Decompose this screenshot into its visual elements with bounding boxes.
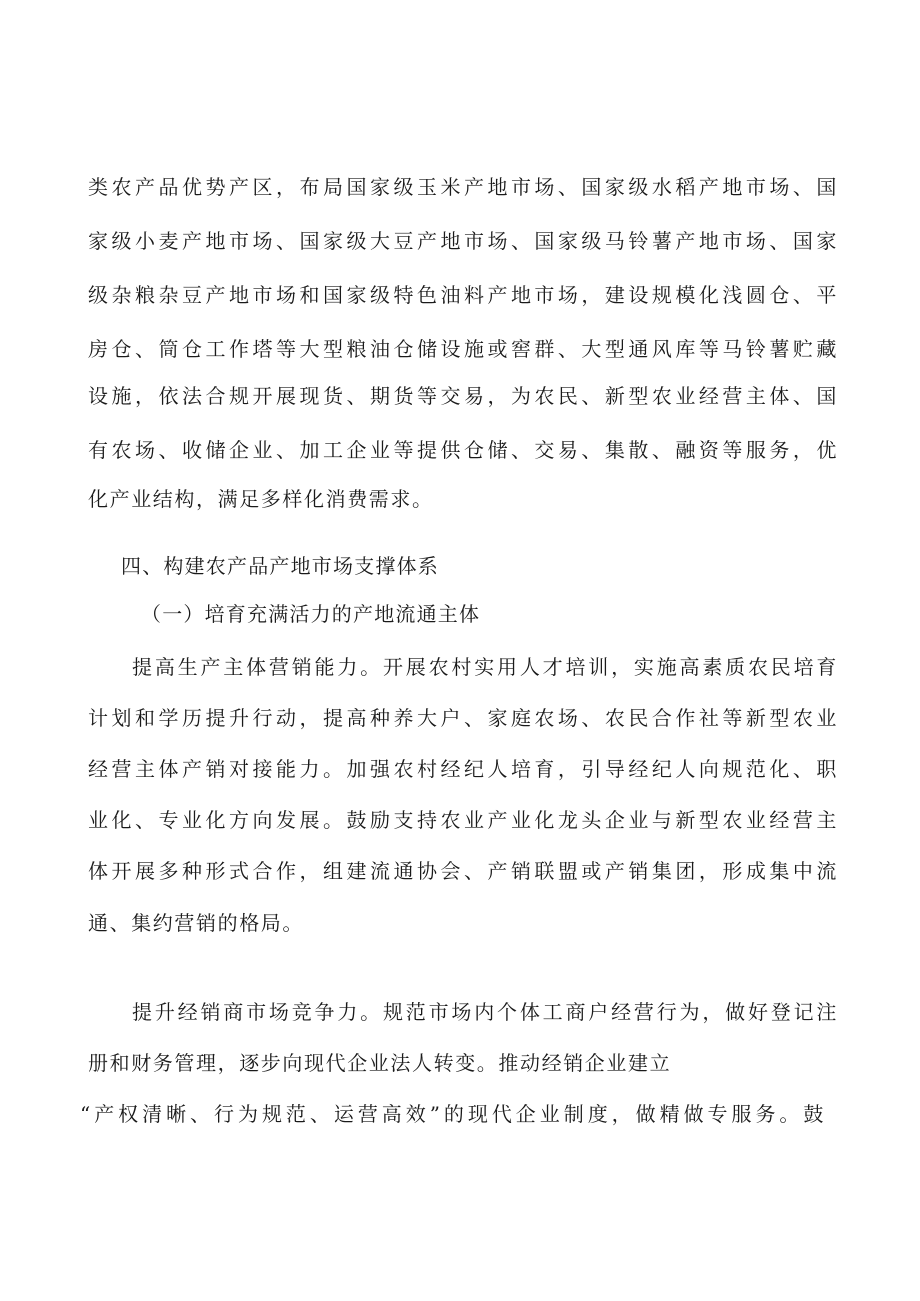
text-line: 通、集约营销的格局。 (88, 911, 304, 935)
text-line: 化产业结构，满足多样化消费需求。 (88, 487, 434, 511)
text-line: 提高生产主体营销能力。开展农村实用人才培训，实施高素质农民培育 (132, 655, 838, 679)
text-line: “产权清晰、行为规范、运营高效”的现代企业制度，做精做专服务。鼓 (80, 1102, 825, 1126)
text-line: 计划和学历提升行动，提高种养大户、家庭农场、农民合作社等新型农业 (88, 706, 838, 730)
text-line: 经营主体产销对接能力。加强农村经纪人培育，引导经纪人向规范化、职 (88, 757, 838, 781)
text-line: 体开展多种形式合作，组建流通协会、产销联盟或产销集团，形成集中流 (88, 859, 838, 883)
text-line: 房仓、筒仓工作塔等大型粮油仓储设施或窖群、大型通风库等马铃薯贮藏 (88, 337, 838, 361)
text-line: 设施，依法合规开展现货、期货等交易，为农民、新型农业经营主体、国 (88, 384, 838, 408)
subsection-heading: （一）培育充满活力的产地流通主体 (141, 602, 481, 626)
text-line: 有农场、收储企业、加工企业等提供仓储、交易、集散、融资等服务，优 (88, 438, 838, 462)
text-line: 家级小麦产地市场、国家级大豆产地市场、国家级马铃薯产地市场、国家 (88, 229, 838, 253)
text-line: 类农产品优势产区，布局国家级玉米产地市场、国家级水稻产地市场、国 (88, 175, 838, 199)
text-line: 业化、专业化方向发展。鼓励支持农业产业化龙头企业与新型农业经营主 (88, 808, 838, 832)
text-line: 级杂粮杂豆产地市场和国家级特色油料产地市场，建设规模化浅圆仓、平 (88, 283, 838, 307)
text-line: 册和财务管理，逐步向现代企业法人转变。推动经销企业建立 (88, 1051, 672, 1075)
section-heading: 四、构建农产品产地市场支撑体系 (121, 554, 439, 578)
text-line: 提升经销商市场竞争力。规范市场内个体工商户经营行为，做好登记注 (132, 1000, 838, 1024)
